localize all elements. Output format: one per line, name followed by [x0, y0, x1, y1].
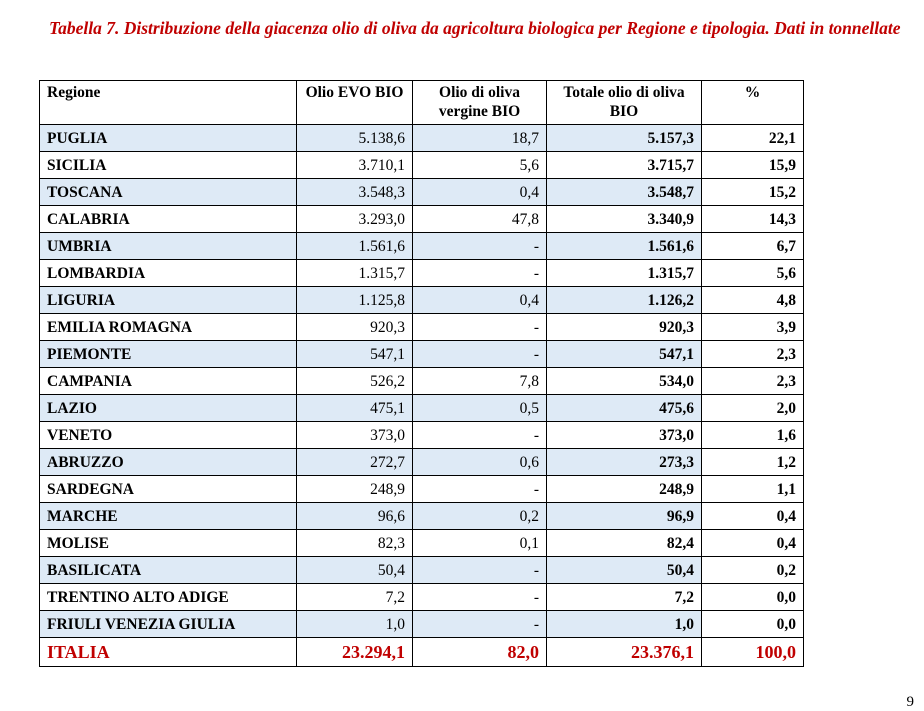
table-row: [40, 260, 804, 287]
row-vergine: -: [413, 611, 547, 638]
row-region: ABRUZZO: [40, 449, 297, 476]
data-table: [39, 80, 804, 667]
row-pct: 0,0: [702, 611, 804, 638]
row-vergine: 0,1: [413, 530, 547, 557]
table-row: [40, 449, 804, 476]
table-row: [40, 530, 804, 557]
row-vergine: -: [413, 314, 547, 341]
row-totale: 1.126,2: [547, 287, 702, 314]
row-totale: 5.157,3: [547, 125, 702, 152]
row-vergine: 47,8: [413, 206, 547, 233]
row-region: CAMPANIA: [40, 368, 297, 395]
row-pct: 2,0: [702, 395, 804, 422]
row-totale: 1.561,6: [547, 233, 702, 260]
row-vergine: 0,4: [413, 287, 547, 314]
row-region: EMILIA ROMAGNA: [40, 314, 297, 341]
row-region: BASILICATA: [40, 557, 297, 584]
row-evo: 82,3: [297, 530, 413, 557]
row-totale: 96,9: [547, 503, 702, 530]
row-evo: 475,1: [297, 395, 413, 422]
row-totale: 475,6: [547, 395, 702, 422]
row-pct: 1,6: [702, 422, 804, 449]
row-vergine: 0,5: [413, 395, 547, 422]
header-region: Regione: [40, 81, 297, 125]
row-vergine: 18,7: [413, 125, 547, 152]
row-region: MOLISE: [40, 530, 297, 557]
row-vergine: 0,4: [413, 179, 547, 206]
table-body: [40, 125, 804, 667]
row-evo: 3.293,0: [297, 206, 413, 233]
table-row: [40, 368, 804, 395]
row-pct: 0,4: [702, 503, 804, 530]
row-region: LIGURIA: [40, 287, 297, 314]
row-pct: 2,3: [702, 341, 804, 368]
table-row: [40, 206, 804, 233]
row-vergine: -: [413, 233, 547, 260]
total-region: ITALIA: [40, 638, 297, 667]
row-evo: 373,0: [297, 422, 413, 449]
row-totale: 920,3: [547, 314, 702, 341]
row-pct: 4,8: [702, 287, 804, 314]
row-evo: 1.315,7: [297, 260, 413, 287]
row-pct: 2,3: [702, 368, 804, 395]
table-row: [40, 611, 804, 638]
row-evo: 50,4: [297, 557, 413, 584]
row-totale: 7,2: [547, 584, 702, 611]
row-pct: 22,1: [702, 125, 804, 152]
page-number: 9: [906, 694, 914, 710]
row-vergine: 0,2: [413, 503, 547, 530]
row-pct: 1,1: [702, 476, 804, 503]
row-region: UMBRIA: [40, 233, 297, 260]
row-evo: 1.125,8: [297, 287, 413, 314]
row-evo: 920,3: [297, 314, 413, 341]
table-row: [40, 557, 804, 584]
row-evo: 547,1: [297, 341, 413, 368]
row-totale: 248,9: [547, 476, 702, 503]
row-pct: 14,3: [702, 206, 804, 233]
row-totale: 50,4: [547, 557, 702, 584]
table-row: [40, 179, 804, 206]
row-totale: 1,0: [547, 611, 702, 638]
total-totale: 23.376,1: [547, 638, 702, 667]
row-region: CALABRIA: [40, 206, 297, 233]
row-evo: 1,0: [297, 611, 413, 638]
header-pct: %: [702, 81, 804, 125]
row-vergine: 0,6: [413, 449, 547, 476]
table-row: [40, 287, 804, 314]
row-evo: 5.138,6: [297, 125, 413, 152]
header-evo: Olio EVO BIO: [297, 81, 413, 125]
row-pct: 15,9: [702, 152, 804, 179]
row-pct: 1,2: [702, 449, 804, 476]
row-region: SICILIA: [40, 152, 297, 179]
row-totale: 373,0: [547, 422, 702, 449]
row-region: LAZIO: [40, 395, 297, 422]
table-row: [40, 395, 804, 422]
row-evo: 3.548,3: [297, 179, 413, 206]
row-region: SARDEGNA: [40, 476, 297, 503]
row-evo: 526,2: [297, 368, 413, 395]
row-pct: 15,2: [702, 179, 804, 206]
row-pct: 5,6: [702, 260, 804, 287]
total-vergine: 82,0: [413, 638, 547, 667]
total-evo: 23.294,1: [297, 638, 413, 667]
row-pct: 0,2: [702, 557, 804, 584]
row-pct: 0,4: [702, 530, 804, 557]
row-vergine: -: [413, 260, 547, 287]
row-totale: 3.715,7: [547, 152, 702, 179]
row-totale: 273,3: [547, 449, 702, 476]
row-evo: 248,9: [297, 476, 413, 503]
row-region: TRENTINO ALTO ADIGE: [40, 584, 297, 611]
row-totale: 547,1: [547, 341, 702, 368]
row-evo: 1.561,6: [297, 233, 413, 260]
row-totale: 3.340,9: [547, 206, 702, 233]
row-evo: 272,7: [297, 449, 413, 476]
row-pct: 3,9: [702, 314, 804, 341]
row-vergine: -: [413, 422, 547, 449]
header-vergine: Olio di oliva vergine BIO: [413, 81, 547, 125]
table-row: [40, 233, 804, 260]
row-region: FRIULI VENEZIA GIULIA: [40, 611, 297, 638]
row-totale: 534,0: [547, 368, 702, 395]
table-row: [40, 476, 804, 503]
table-row: [40, 341, 804, 368]
row-totale: 82,4: [547, 530, 702, 557]
row-region: VENETO: [40, 422, 297, 449]
row-region: PUGLIA: [40, 125, 297, 152]
row-region: PIEMONTE: [40, 341, 297, 368]
row-evo: 96,6: [297, 503, 413, 530]
row-vergine: -: [413, 557, 547, 584]
row-evo: 7,2: [297, 584, 413, 611]
header-row: [40, 81, 804, 125]
row-pct: 0,0: [702, 584, 804, 611]
total-pct: 100,0: [702, 638, 804, 667]
row-evo: 3.710,1: [297, 152, 413, 179]
row-vergine: -: [413, 476, 547, 503]
row-vergine: 7,8: [413, 368, 547, 395]
table-row: [40, 152, 804, 179]
row-region: LOMBARDIA: [40, 260, 297, 287]
row-vergine: -: [413, 341, 547, 368]
table-row: [40, 125, 804, 152]
row-totale: 1.315,7: [547, 260, 702, 287]
table-row: [40, 314, 804, 341]
row-region: MARCHE: [40, 503, 297, 530]
table-row: [40, 422, 804, 449]
table-caption: Tabella 7. Distribuzione della giacenza olio di oliva da agricoltura biologica per Regione e tipologia. Dati in tonnellate: [49, 18, 901, 38]
row-region: TOSCANA: [40, 179, 297, 206]
header-totale: Totale olio di oliva BIO: [547, 81, 702, 125]
row-vergine: 5,6: [413, 152, 547, 179]
total-row: [40, 638, 804, 667]
row-vergine: -: [413, 584, 547, 611]
table-row: [40, 584, 804, 611]
table-row: [40, 503, 804, 530]
row-totale: 3.548,7: [547, 179, 702, 206]
row-pct: 6,7: [702, 233, 804, 260]
